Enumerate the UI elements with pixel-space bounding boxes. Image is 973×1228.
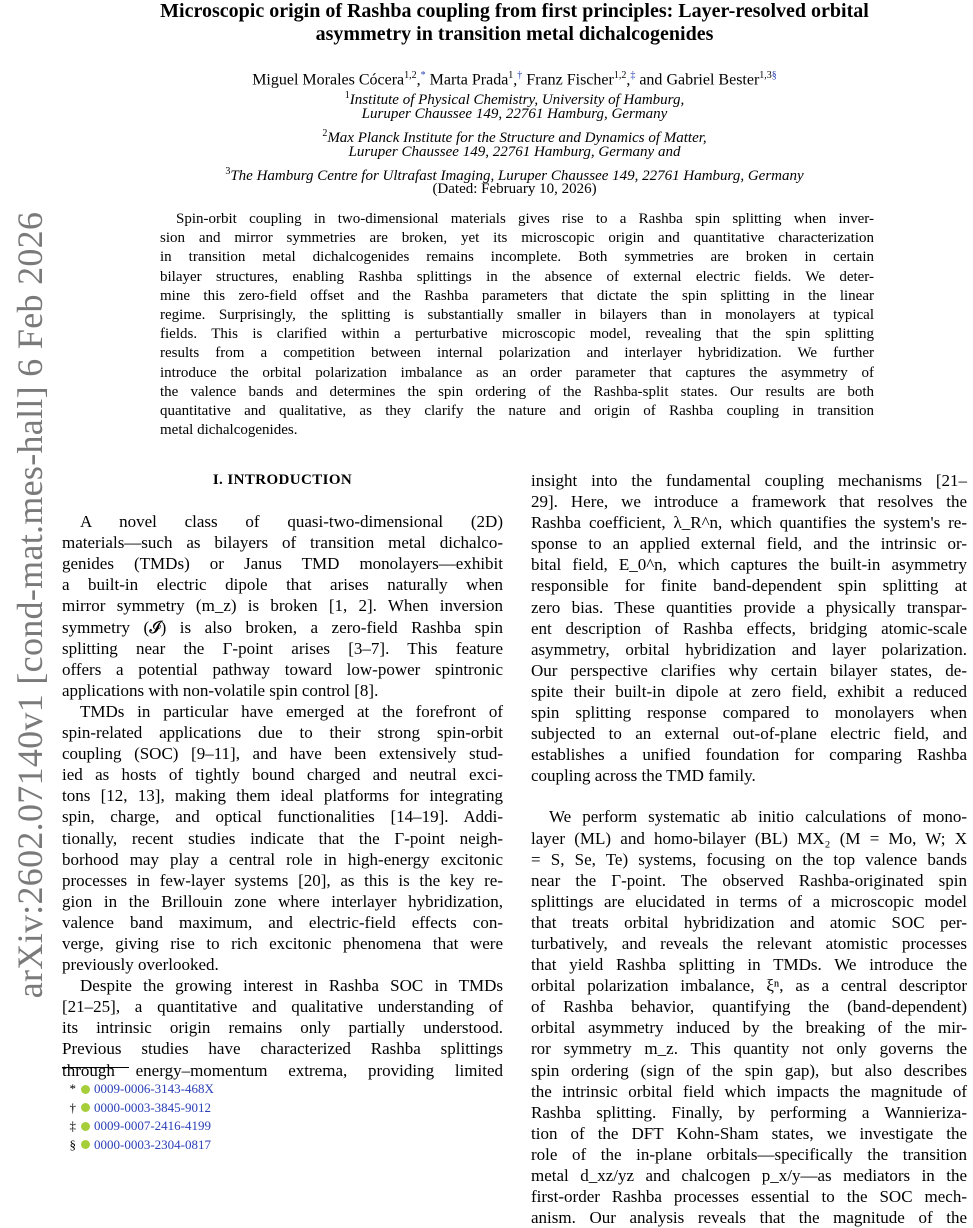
footnote-mark: * [69,1081,76,1096]
footnote [62,1136,214,1155]
text-line: spin, charge, and optical functionalities [14–19]. Addi- [62,807,503,827]
text-line: the valence bands and determines the spin ordering of the Rashba-split states. Our results are both [160,383,874,400]
text-line: splittings are elucidated in terms of a microscopic model [531,891,967,911]
author-list: Miguel Morales Cócera$^{1,2}$,* Marta Prada$^1$,† Franz Fischer$^{1,2}$,‡ and Gabriel Bester$^{1,3\S}$ [252,70,777,89]
text-line: results from a competition between internal polarization and interlayer hybridization. We further [160,345,874,362]
footnotes [62,1080,214,1154]
author-affil-sup: 1 [508,70,514,81]
paragraph [531,806,967,1228]
text-line: role of the in-plane orbitals—specifically the transition [531,1144,967,1164]
text-line: [21–25], a quantitative and qualitative understanding of [62,997,503,1017]
left-column [62,470,503,1081]
text-line: introduce the orbital polarization imbalance as an order parameter that captures the asymmetry of [160,364,874,381]
orcid-link[interactable]: 0000-0003-3845-9012 [94,1099,211,1115]
affiliation-sup: 2 [322,128,328,139]
text-line: Our perspective clarifies why certain bilayer states, de- [531,660,967,680]
text-line: first-order Rashba processes essential to the SOC mech- [531,1187,967,1207]
text-line: tionally, recent studies indicate that the Γ-point neigh- [62,828,503,848]
text-line: responsible for finite band-dependent spin splitting at [531,576,967,596]
affiliation-sup: 3 [225,166,231,177]
text-line: A novel class of quasi-two-dimensional (2D) [80,512,503,532]
text-line: asymmetry, orbital hybridization and layer polarization. [531,639,967,659]
text-line: ror symmetry m_z. This quantity not only governs the [531,1039,967,1059]
abstract [160,210,874,440]
text-line: Despite the growing interest in Rashba SOC in TMDs [80,976,503,996]
author-name: Miguel Morales Cócera [252,71,405,89]
text-line: spin splitting response compared to monolayers when [531,703,967,723]
author-affil-sup: 1,2 [404,70,417,81]
footnote [62,1117,214,1136]
orcid-link[interactable]: 0009-0006-3143-468X [94,1081,214,1096]
right-column [531,470,967,1228]
text-line: in transition metal dichalcogenides remains incomplete. Both symmetries are broken in certain [160,249,874,266]
text-line: the intrinsic orbital field which impacts the magnitude of [531,1081,967,1101]
text-line: genides (TMDs) or Janus TMD monolayers—exhibit [62,554,503,574]
author-name: Gabriel Bester [666,71,760,89]
text-line: Rashba splitting. Finally, by performing a Wannieriza- [531,1102,967,1122]
affiliation-text: The Hamburg Centre for Ultrafast Imaging, Luruper Chaussee 149, 22761 Hamburg, Germany [230,168,804,184]
text-line: We perform systematic ab initio calculations of mono- [549,807,967,827]
text-line: layer (ML) and homo-bilayer (BL) MX₂ (M = Mo, W; X [531,828,967,848]
title-line: asymmetry in transition metal dichalcogenides [315,23,714,45]
orcid-link[interactable]: 0000-0003-2304-0817 [94,1136,211,1152]
paper-page [62,0,967,1228]
text-line: tons [12, 13], making them ideal platforms for integrating [62,786,503,806]
text-line: processes in few-layer systems [20], as this is the key re- [62,870,503,890]
orcid-icon [81,1085,90,1094]
text-line: valence band maximum, and electric-field effects con- [62,912,503,932]
author-footnote-link[interactable]: ‡ [630,70,636,81]
author-name: Franz Fischer [526,71,614,89]
text-line: its intrinsic origin remains only partially understood. [62,1018,503,1038]
affiliation-text: Luruper Chaussee 149, 22761 Hamburg, Germany and [348,144,681,160]
orcid-icon [81,1103,90,1112]
paragraph [62,511,503,701]
text-line: insight into the fundamental coupling mechanisms [21– [531,471,967,490]
text-line: of Rashba behavior, quantifying the (band-dependent) [531,997,967,1017]
text-line: splitting near the Γ-point arises [3–7]. This feature [62,638,503,658]
text-line: ent description of Rashba effects, bridging atomic-scale [531,618,967,638]
text-line: previously overlooked. [62,955,219,975]
text-line: a built-in electric dipole that arises naturally when [62,575,503,595]
text-line: bilayer structures, enabling Rashba splittings in the absence of external electric fields. We deter- [160,268,874,285]
text-line: orbital asymmetry induced by the breaking of the mir- [531,1018,967,1038]
text-line: establishes a unified foundation for comparing Rashba [531,745,967,765]
author-footnote-link[interactable]: * [420,70,426,81]
footnote-rule [62,1067,129,1068]
footnote-mark: § [69,1136,76,1152]
text-line: Spin-orbit coupling in two-dimensional materials gives rise to a Rashba spin splitting when inver- [176,211,874,227]
affiliation-sup: 1 [344,90,350,101]
author-affil-sup: 1,2 [613,70,627,81]
text-line: mine this zero-field offset and the Rashba parameters that dictate the spin splitting in the linear [160,287,874,304]
affiliation-line [62,143,967,162]
text-line: that treats orbital hybridization and atomic SOC per- [531,912,967,932]
text-line: orbital polarization imbalance, ξⁿ, as a central descriptor [531,976,967,996]
text-line: applications with non-volatile spin control [8]. [62,680,379,700]
text-line: borhood may play a central role in high-energy excitonic [62,849,503,869]
text-line: through energy–momentum extrema, providing limited [62,1060,503,1080]
text-line: materials—such as bilayers of transition metal dichalco- [62,533,503,553]
orcid-icon [81,1122,90,1131]
text-line: sponse to an applied external field, and the intrinsic or- [531,534,967,554]
text-line: metal d_xz/yz and chalcogen p_x/y—as mediators in the [531,1166,967,1185]
text-line: spite their built-in dipole at zero field, exhibit a reduced [531,681,967,701]
paragraph [62,975,503,1080]
text-line: tion of the DFT Kohn-Sham states, we investigate the [531,1123,967,1143]
text-line: that yield Rashba splitting in TMDs. We introduce the [531,955,967,975]
author-affil-sup: 1,3 [759,70,772,81]
text-line: bital field, E_0^n, which captures the built-in asymmetry [531,555,967,575]
affiliation-text: Institute of Physical Chemistry, University of Hamburg, [349,92,685,108]
text-line: subjected to an external out-of-plane electric field, and [531,724,967,744]
arxiv-identifier: arXiv:2602.07140v1 [cond-mat.mes-hall] 6 Feb 2026 [10,211,50,999]
text-line: fields. This is clarified within a perturbative microscopic model, revealing that the spin splitting [160,326,874,343]
text-line: symmetry (𝓘) is also broken, a zero-field Rashba spin [62,617,503,637]
text-line: turbatively, and reveals the relevant atomistic processes [531,933,967,953]
section-heading: I. INTRODUCTION [212,472,353,488]
footnote [62,1099,214,1118]
orcid-icon [81,1140,90,1149]
text-line: quantitative and qualitative, as they clarify the nature and origin of Rashba coupling in transition [160,402,874,419]
text-line: spin ordering (sign of the spin gap), but also describes [531,1060,967,1080]
orcid-link[interactable]: 0009-0007-2416-4199 [94,1118,211,1134]
text-line: metal dichalcogenides. [160,422,298,439]
footnote [62,1080,214,1099]
text-line: 29]. Here, we introduce a framework that resolves the [531,492,967,512]
text-line: gion in the Brillouin zone where interlayer hybridization, [62,891,503,911]
text-line: coupling (SOC) [9–11], and have been extensively stud- [62,744,503,764]
text-line: = S, Se, Te) systems, focusing on the top valence bands [531,849,967,869]
text-line: near the Γ-point. The observed Rashba-originated spin [531,870,967,890]
affiliation-text: Max Planck Institute for the Structure and Dynamics of Matter, [327,130,707,146]
affiliation-line [62,105,967,124]
author-name: Marta Prada [429,71,509,89]
paper-title [62,0,967,46]
footnote-mark: † [69,1099,76,1115]
text-line: regime. Surprisingly, the splitting is substantially smaller in bilayers than in monolayers at typical [160,306,874,323]
footnote-mark: ‡ [69,1118,76,1134]
author-footnote-link[interactable]: § [771,70,777,81]
text-line: coupling across the TMD family. [531,766,756,786]
arxiv-sidebar [0,0,58,1200]
affiliation-text: Luruper Chaussee 149, 22761 Hamburg, Germany [361,106,668,122]
text-line: Previous studies have characterized Rashba splittings [62,1039,503,1059]
title-line: Microscopic origin of Rashba coupling from first principles: Layer-resolved orbital [160,0,869,22]
date-line: (Dated: February 10, 2026) [432,181,597,197]
text-line: ied as hosts of tightly bound charged and neutral exci- [62,765,503,785]
text-line: TMDs in particular have emerged at the forefront of [80,701,503,721]
text-line: Rashba coefficient, λ_R^n, which quantifies the system's re- [531,513,967,533]
text-line: offers a potential pathway toward low-power spintronic [62,659,503,679]
paragraph [531,470,967,786]
text-line: verge, giving rise to rich excitonic phenomena that were [62,933,503,953]
text-line: zero bias. These quantities provide a physically transpar- [531,597,967,617]
text-line: mirror symmetry (m_z) is broken [1, 2]. When inversion [62,596,503,616]
paragraph [62,701,503,975]
text-line: sion and mirror symmetries are broken, yet its microscopic origin and quantitative characterization [160,230,874,247]
text-line: spin-related applications due to their strong spin-orbit [62,723,503,743]
text-line: anism. Our analysis reveals that the magnitude of the [531,1208,967,1228]
author-footnote-link[interactable]: † [517,70,523,81]
